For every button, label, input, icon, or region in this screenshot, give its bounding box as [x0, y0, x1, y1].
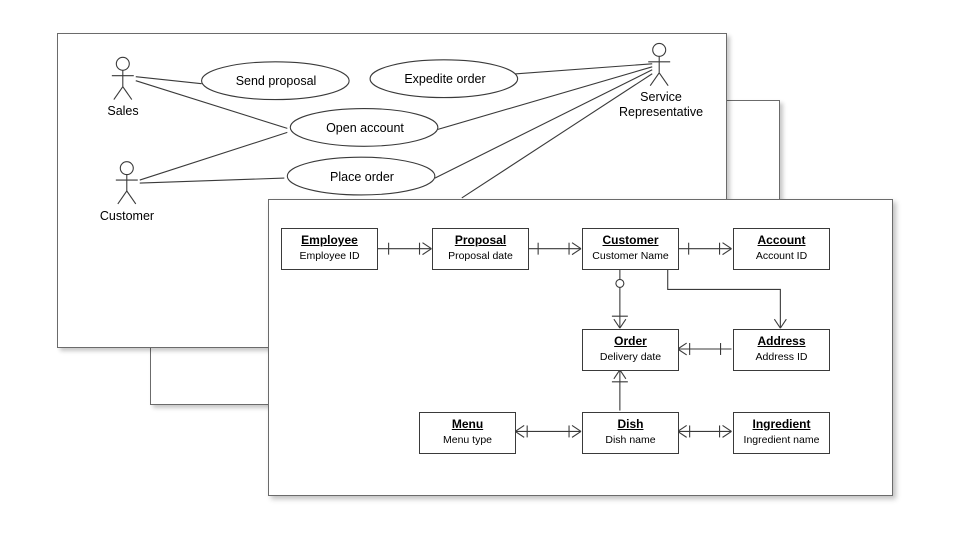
entity-employee [281, 228, 378, 270]
er-diagram-panel [268, 199, 893, 496]
entity-proposal-attribute: Proposal date [448, 250, 513, 262]
entity-employee-attribute: Employee ID [299, 250, 360, 262]
entity-ingredient-attribute: Ingredient name [743, 434, 820, 446]
entity-proposal [432, 228, 529, 270]
use-case-label-expedite-order: Expedite order [404, 72, 486, 86]
use-case-label-open-account: Open account [326, 121, 404, 135]
entity-employee-title: Employee [301, 233, 358, 247]
entity-dish-attribute: Dish name [605, 434, 656, 446]
entity-ingredient-title: Ingredient [752, 417, 811, 431]
entity-customer [582, 228, 679, 270]
entity-address [733, 329, 830, 371]
service-representative-actor-figure [648, 43, 670, 85]
entity-account-title: Account [757, 233, 806, 247]
entity-menu-attribute: Menu type [442, 434, 493, 446]
entity-account-attribute: Account ID [755, 250, 808, 262]
actor-label-customer: Customer [99, 209, 155, 223]
use-case-label-send-proposal: Send proposal [235, 74, 317, 88]
actor-label-service-representative [619, 90, 703, 120]
entity-order-attribute: Delivery date [599, 351, 662, 363]
entity-account [733, 228, 830, 270]
entity-address-attribute: Address ID [755, 351, 808, 363]
entity-address-title: Address [757, 334, 806, 348]
entity-ingredient [733, 412, 830, 454]
sales-actor-figure [112, 57, 134, 99]
entity-order-title: Order [614, 334, 647, 348]
actor-label-service-representative-line2: Representative [618, 105, 704, 119]
entity-menu [419, 412, 516, 454]
entity-customer-attribute: Customer Name [592, 250, 669, 262]
use-case-label-place-order: Place order [330, 170, 394, 184]
customer-actor-figure [116, 162, 138, 204]
entity-dish [582, 412, 679, 454]
actor-label-service-representative-line1: Service [640, 90, 682, 104]
actor-label-sales: Sales [107, 104, 139, 118]
entity-menu-title: Menu [451, 417, 484, 431]
entity-order [582, 329, 679, 371]
entity-customer-title: Customer [602, 233, 659, 247]
entity-dish-title: Dish [617, 417, 644, 431]
entity-proposal-title: Proposal [454, 233, 507, 247]
